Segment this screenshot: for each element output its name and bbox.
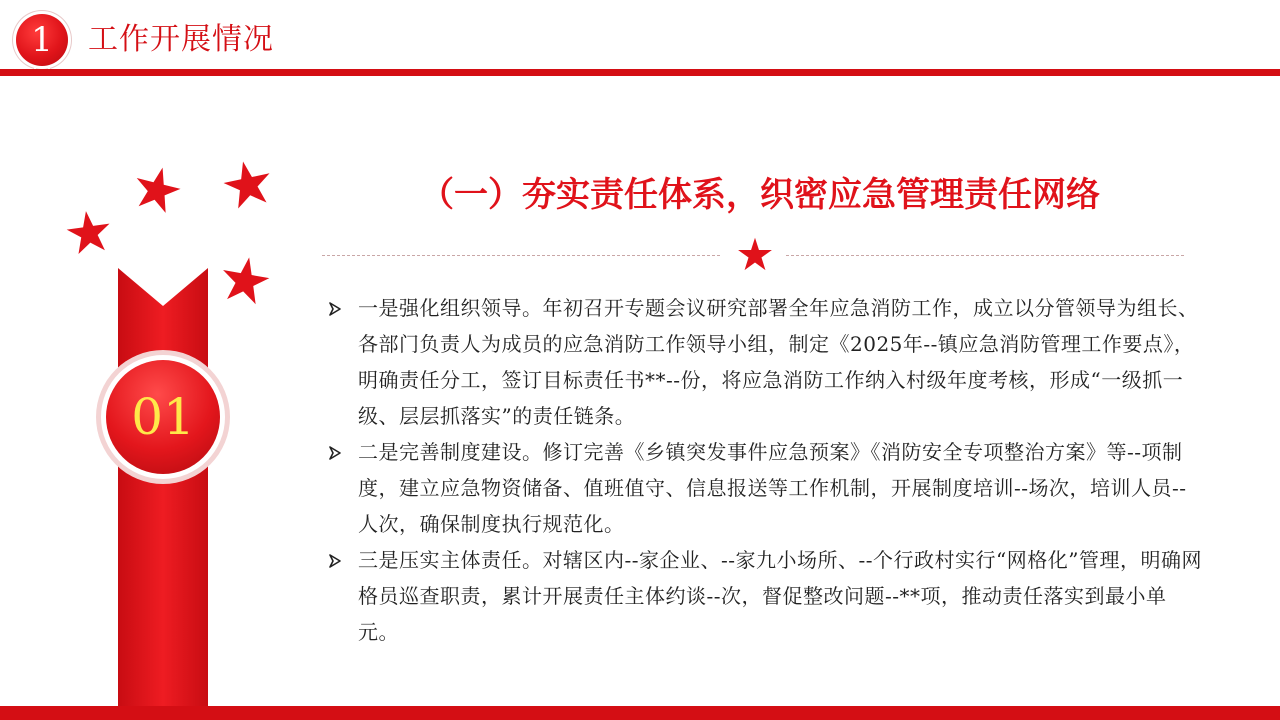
list-item-text: 一是强化组织领导。年初召开专题会议研究部署全年应急消防工作，成立以分管领导为组长、各部门负责人为成员的应急消防工作领导小组，制定《2025年--镇应急消防管理工作要点》，明确责任分工，签订目标责任书**--份，将应急消防工作纳入村级年度考核，形成“一级抓一级、层层抓落实”的责任链条。 [358, 296, 1199, 428]
section-title: （一）夯实责任体系，织密应急管理责任网络 [420, 175, 1100, 215]
content-list [326, 290, 1206, 650]
list-item [326, 290, 1206, 434]
footer-rule [0, 706, 1280, 720]
header-title: 工作开展情况 [88, 22, 274, 57]
star-icon [66, 210, 112, 256]
section-badge [106, 360, 220, 474]
list-item [326, 542, 1206, 650]
divider-left [322, 255, 720, 256]
header-number-badge [16, 14, 68, 66]
arrow-bullet-icon [328, 302, 342, 316]
star-icon [220, 256, 270, 306]
header-rule [0, 69, 1280, 76]
list-item-text: 三是压实主体责任。对辖区内--家企业、--家九小场所、--个行政村实行“网格化”管理，明确网格员巡查职责，累计开展责任主体约谈--次，督促整改问题--**项，推动责任落实到最小单元。 [358, 548, 1202, 644]
list-item-text: 二是完善制度建设。修订完善《乡镇突发事件应急预案》《消防安全专项整治方案》等--项制度，建立应急物资储备、值班值守、信息报送等工作机制，开展制度培训--场次，培训人员--人次，确保制度执行规范化。 [358, 440, 1187, 536]
header-number: 1 [31, 20, 53, 60]
star-icon [133, 166, 181, 214]
section-number: 01 [131, 388, 195, 446]
arrow-bullet-icon [328, 446, 342, 460]
divider-right [786, 255, 1184, 256]
star-icon [737, 237, 773, 273]
arrow-bullet-icon [328, 554, 342, 568]
list-item [326, 434, 1206, 542]
red-ribbon [118, 268, 208, 720]
star-icon [223, 160, 273, 210]
